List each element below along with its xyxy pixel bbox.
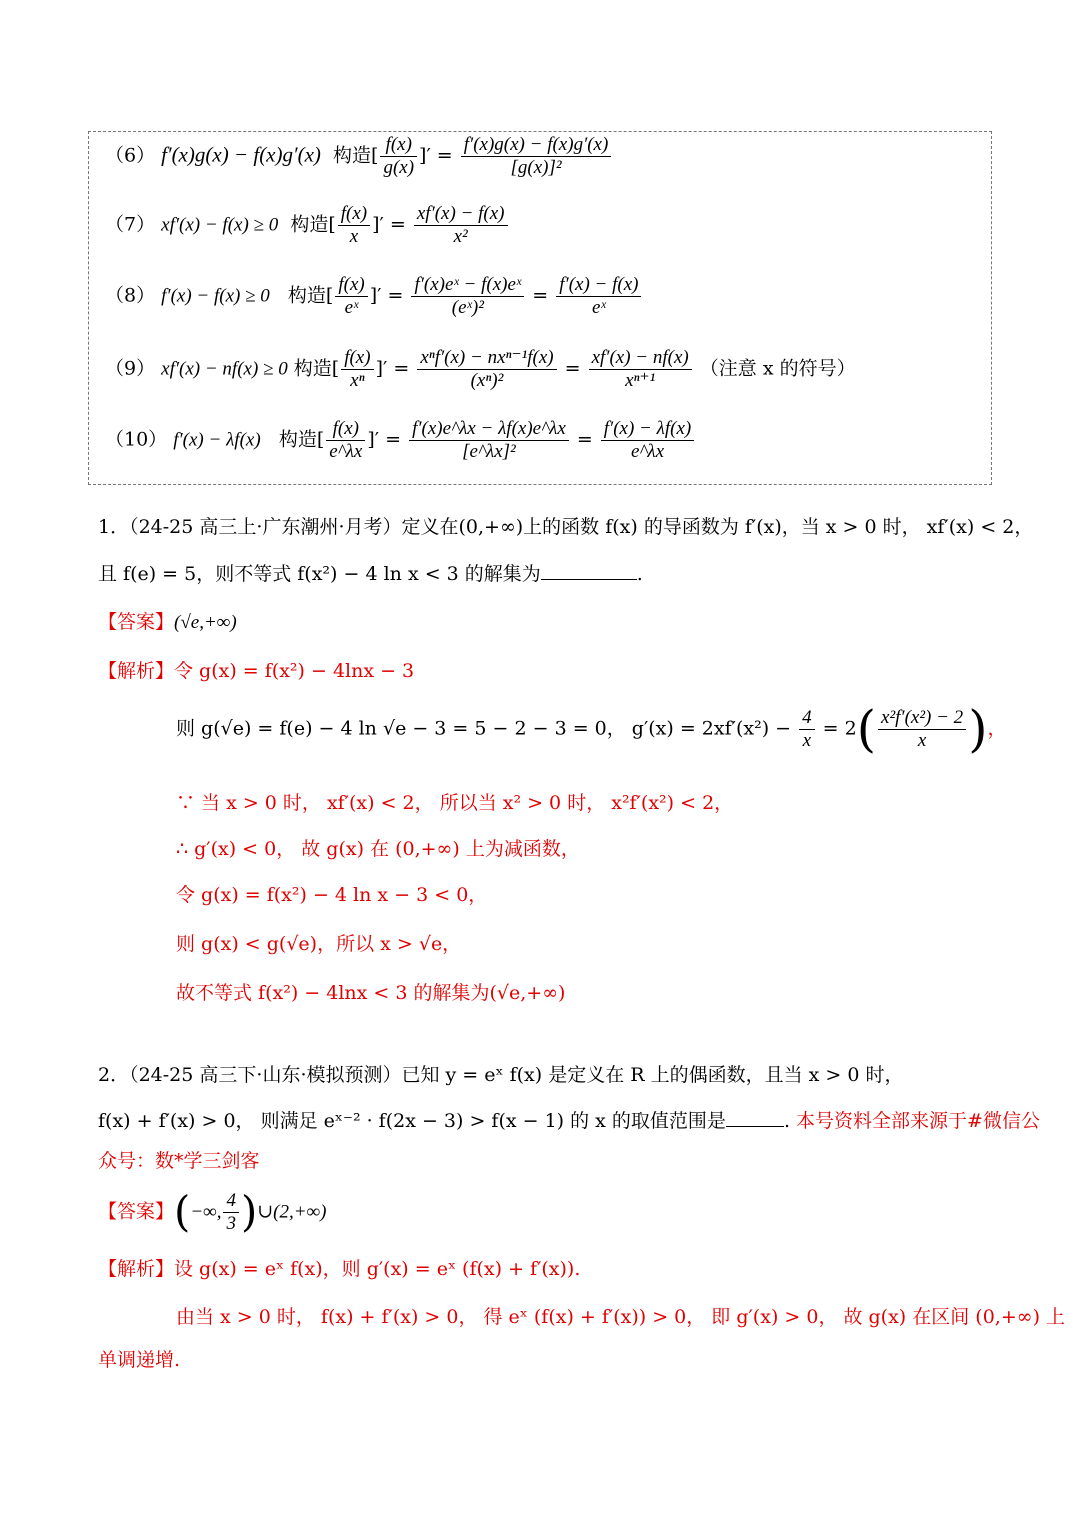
- row-number: （10）: [105, 428, 168, 451]
- method-row-8: （8） f′(x) − f(x) ≥ 0 构造[ $\frac{f(x)}{\text{eˣ}}$ ]′ = $\frac{\text{f′(x)eˣ − f(x)eˣ}}{\text{(eˣ)²}}$ = $\frac{f'(x) - f(x)}{\text{eˣ}}$: [105, 274, 643, 319]
- q1-analysis-5: 令 g(x) = f(x²) − 4 ln x − 3 < 0，: [176, 884, 488, 906]
- q2-answer: 【答案】(−∞, $\frac{4}{3}$ )∪(2,+∞): [98, 1187, 327, 1237]
- q1-analysis-4: ∴ g′(x) < 0， 故 g(x) 在 (0,+∞) 上为减函数，: [176, 838, 580, 860]
- construct-label: 构造: [278, 428, 317, 451]
- q1-stem-line2: 且 f(e) = 5，则不等式 f(x²) − 4 ln x < 3 的解集为 .: [98, 563, 643, 585]
- row-number: （6）: [105, 144, 156, 167]
- fraction-rhs: $\frac{f'(x) - f(x)}{\text{eˣ}}$: [556, 274, 641, 319]
- q1-answer: [98, 607, 237, 634]
- construct-label: 构造: [293, 357, 332, 380]
- method-row-9: （9） xf′(x) − nf(x) ≥ 0 构造[ $\frac{f(x)}{\text{xⁿ}}$ ]′ = xⁿf′(x) − nxⁿ⁻¹f(x) (xⁿ)² = $\frac{xf'(x) - nf(x)}{\text{xⁿ⁺¹}}$ （注意 x 的符号）: [105, 347, 856, 391]
- fraction-rhs: $\frac{xf'(x) - nf(x)}{\text{xⁿ⁺¹}}$: [589, 347, 692, 392]
- q2-analysis-1: 【解析】设 g(x) = eˣ f(x)，则 g′(x) = eˣ (f(x) + f′(x)).: [98, 1258, 581, 1280]
- condition: f′(x) − λf(x): [173, 429, 261, 451]
- promo-text: 本号资料全部来源于#微信公: [796, 1110, 1040, 1132]
- method-row-7: （7） xf′(x) − f(x) ≥ 0 构造[ $\frac{f(x)}{x}$ ]′ = $\frac{xf'(x) - f(x)}{\text{x²}}$: [105, 203, 510, 248]
- q2-stem-line1: 2．（24-25 高三下·山东·模拟预测）已知 y = eˣ f(x) 是定义在 R 上的偶函数，且当 x > 0 时，: [98, 1064, 904, 1086]
- q1-analysis-7: 故不等式 f(x²) − 4lnx < 3 的解集为(√e,+∞): [176, 982, 566, 1004]
- fraction-mid: $\frac{f'(x)e\^{}\lambda x - \lambda f(x)e\^{}\lambda x}{\text{[e\textasciicircum{}λx]²}}$: [409, 418, 569, 463]
- fraction-lhs: $\frac{f(x)}{x}$: [338, 203, 370, 248]
- q2-promo-line2: 众号：数*学三剑客: [98, 1150, 260, 1172]
- q2-analysis-2: 由当 x > 0 时， f(x) + f′(x) > 0， 得 eˣ (f(x) + f′(x)) > 0， 即 g′(x) > 0， 故 g(x) 在区间 (0,+∞) 上: [176, 1306, 1066, 1328]
- q1-analysis-6: 则 g(x) < g(√e)，所以 x > √e，: [176, 933, 462, 955]
- fraction-lhs: $\frac{f(x)}{e\^{}\lambda x}$: [326, 418, 365, 463]
- fraction-four-over-x: $\frac{4}{x}$: [799, 707, 815, 752]
- condition: f′(x) − f(x) ≥ 0: [161, 285, 270, 307]
- sign-note: （注意 x 的符号）: [699, 357, 856, 380]
- q2-analysis-3: 单调递增.: [98, 1349, 181, 1371]
- condition: f′(x)g(x) − f(x)g′(x): [161, 142, 321, 167]
- construct-label: 构造: [287, 284, 326, 307]
- analysis-tag: 【解析】: [98, 660, 175, 682]
- fraction-rhs: $\frac{f'(x) - \lambda f(x)}{e\^{}\lambda x}$: [601, 418, 694, 463]
- fraction-big: $\frac{\text{x²f′(x²) − 2}}{x}$: [878, 707, 966, 752]
- fraction-mid: xⁿf′(x) − nxⁿ⁻¹f(x) (xⁿ)²: [417, 347, 556, 392]
- construct-label: 构造: [333, 144, 372, 167]
- analysis-tag: 【解析】: [98, 1258, 175, 1280]
- fraction-lhs: $\frac{f(x)}{g(x)}$: [380, 134, 417, 179]
- answer-blank: [541, 579, 637, 580]
- condition: xf′(x) − f(x) ≥ 0: [161, 214, 279, 236]
- row-number: （9）: [105, 357, 156, 380]
- q1-analysis-1: 【解析】令 g(x) = f(x²) − 4lnx − 3: [98, 660, 415, 682]
- answer-blank: [726, 1126, 784, 1127]
- method-row-6: （6） f′(x)g(x) − f(x)g′(x) 构造[ $\frac{f(x)}{g(x)}$ ]′ = $\frac{f'(x)g(x) - f(x)g'(x)}{\text{[g(x)]²}}$: [105, 134, 613, 179]
- condition: xf′(x) − nf(x) ≥ 0: [161, 358, 288, 380]
- construct-label: 构造: [290, 213, 329, 236]
- q1-analysis-3: ∵ 当 x > 0 时， xf′(x) < 2， 所以当 x² > 0 时， x²f′(x²) < 2，: [176, 792, 734, 814]
- fraction-rhs: $\frac{xf'(x) - f(x)}{\text{x²}}$: [414, 203, 508, 248]
- answer-value: (√e,+∞): [174, 612, 237, 633]
- fraction-rhs: $\frac{f'(x)g(x) - f(x)g'(x)}{\text{[g(x)]²}}$: [461, 134, 612, 179]
- method-row-10: （10） f′(x) − λf(x) 构造[ $\frac{f(x)}{e\^{}\lambda x}$ ]′ = $\frac{f'(x)e\^{}\lambda x - \lambda f(x)e\^{}\lambda x}{\text{[e\textasciicircum{}λx]²}}$ = $\frac{f'(x) - \lambda f(x)}{e\^{}\lambda x}$: [105, 418, 696, 463]
- q1-analysis-2: 则 g(√e) = f(e) − 4 ln √e − 3 = 5 − 2 − 3 = 0， g′(x) = 2xf′(x²) − $\frac{4}{x}$ = 2( $\frac{\text{x²f′(x²) − 2}}{x}$ )，: [176, 700, 1007, 758]
- q1-stem-line1: 1．（24-25 高三上·广东潮州·月考）定义在(0,+∞)上的函数 f(x) 的导函数为 f′(x)，当 x > 0 时， xf′(x) < 2，: [98, 516, 1034, 538]
- answer-tag: 【答案】: [98, 611, 175, 633]
- q2-stem-line2: f(x) + f′(x) > 0， 则满足 eˣ⁻² · f(2x − 3) > f(x − 1) 的 x 的取值范围是 . 本号资料全部来源于#微信公: [98, 1110, 1040, 1132]
- fraction-four-thirds: $\frac{4}{3}$: [223, 1190, 239, 1235]
- answer-tag: 【答案】: [98, 1200, 175, 1223]
- fraction-lhs: $\frac{f(x)}{\text{xⁿ}}$: [341, 347, 373, 392]
- fraction-mid: $\frac{\text{f′(x)eˣ − f(x)eˣ}}{\text{(eˣ)²}}$: [411, 274, 524, 319]
- fraction-lhs: $\frac{f(x)}{\text{eˣ}}$: [335, 274, 367, 319]
- row-number: （8）: [105, 284, 156, 307]
- row-number: （7）: [105, 213, 156, 236]
